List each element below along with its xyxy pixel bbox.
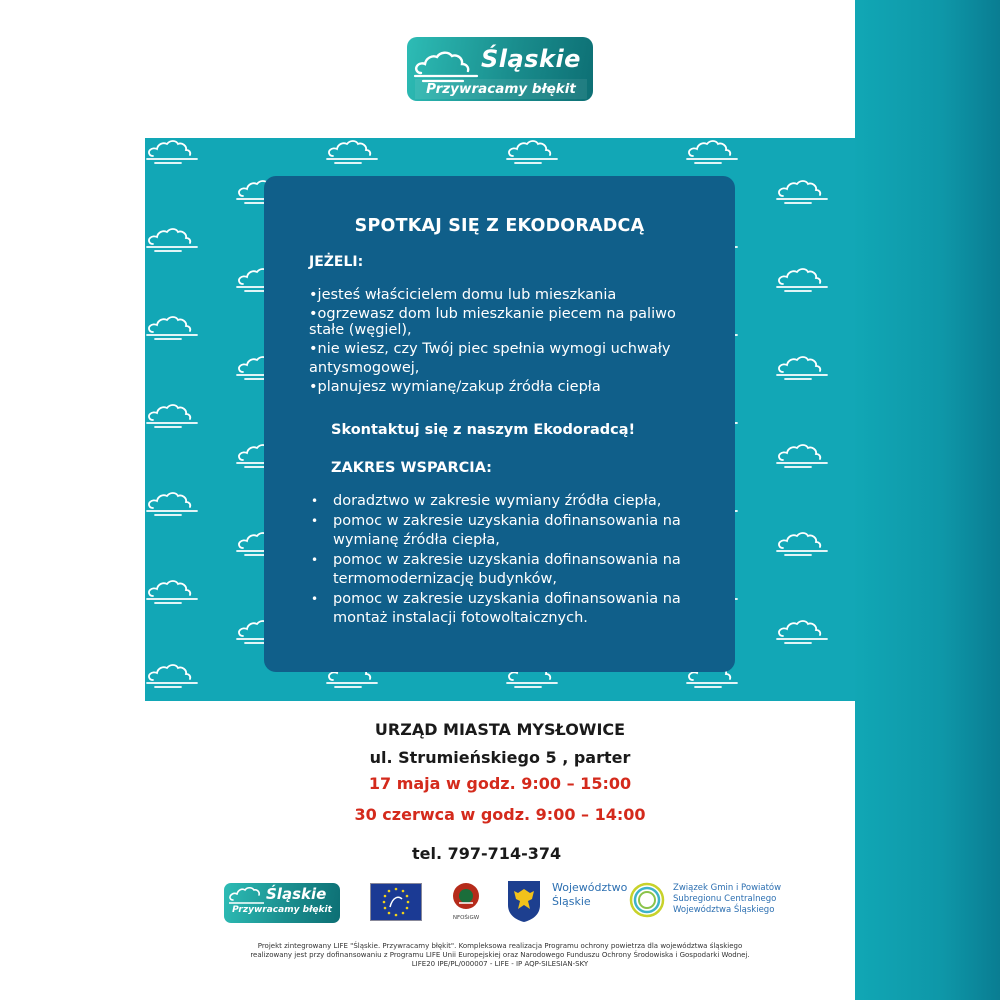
zgp-logo-text bbox=[673, 883, 781, 916]
right-teal-margin bbox=[855, 0, 1000, 1000]
scope-list bbox=[309, 492, 719, 629]
zgp-line-1: Związek Gmin i Powiatów bbox=[673, 883, 782, 893]
scope-label: ZAKRES WSPARCIA: bbox=[331, 460, 492, 476]
phone-number: tel. 797-714-374 bbox=[412, 844, 562, 863]
silesian-crest-icon bbox=[506, 879, 542, 923]
office-address: ul. Strumieńskiego 5 , parter bbox=[369, 748, 631, 767]
zgp-line-2: Subregionu Centralnego bbox=[673, 894, 777, 904]
if-label: JEŻELI: bbox=[309, 254, 364, 270]
eu-life-logo bbox=[370, 883, 422, 921]
scope-item: • pomoc w zakresie uzyskania dofinansowania na termomodernizację budynków, bbox=[309, 551, 719, 590]
condition-item: •planujesz wymianę/zakup źródła ciepła bbox=[309, 379, 601, 395]
condition-item: •jesteś właścicielem domu lub mieszkania bbox=[309, 287, 617, 303]
condition-item: •ogrzewasz dom lub mieszkanie piecem na paliwo bbox=[309, 306, 676, 322]
woj-line-2: Śląskie bbox=[552, 895, 591, 908]
scope-item: • pomoc w zakresie uzyskania dofinansowania na montaż instalacji fotowoltaicznych. bbox=[309, 590, 719, 629]
small-logo-subtitle: Przywracamy błękit bbox=[232, 905, 332, 915]
slaskie-small-logo bbox=[224, 883, 340, 923]
poster bbox=[145, 0, 855, 1000]
legal-line-3: LIFE20 IPE/PL/000007 - LIFE - IP AQP-SILESIAN-SKY bbox=[411, 960, 589, 968]
office-name: URZĄD MIASTA MYSŁOWICE bbox=[374, 720, 626, 739]
nfosigw-label: NFOŚiGW bbox=[452, 915, 480, 921]
legal-line-2: realizowany jest przy dofinansowaniu z Programu LIFE Unii Europejskiej oraz Narodowego Funduszu Ochrony Środowiska i Gospodarki Wodnej. bbox=[250, 951, 750, 959]
legal-line-1: Projekt zintegrowany LIFE "Śląskie. Przywracamy błękit". Kompleksowa realizacja Programu ochrony powietrza dla województwa śląskiego bbox=[257, 942, 743, 950]
contact-call-to-action: Skontaktuj się z naszym Ekodoradcą! bbox=[331, 422, 636, 438]
nfosigw-logo bbox=[449, 881, 483, 925]
slaskie-logo bbox=[407, 37, 593, 101]
wojewodztwo-logo-text bbox=[552, 881, 627, 909]
date-2: 30 czerwca w godz. 9:00 – 14:00 bbox=[354, 805, 646, 824]
woj-line-1: Województwo bbox=[552, 881, 628, 894]
date-1: 17 maja w godz. 9:00 – 15:00 bbox=[368, 774, 632, 793]
conditions-list bbox=[309, 286, 709, 397]
partner-logos bbox=[145, 879, 855, 929]
card-title: SPOTKAJ SIĘ Z EKODORADCĄ bbox=[354, 216, 645, 236]
footer bbox=[145, 701, 855, 1000]
left-margin bbox=[0, 0, 145, 1000]
logo-title: Śląskie bbox=[481, 45, 581, 73]
scope-item: • pomoc w zakresie uzyskania dofinansowania na wymianę źródła ciepła, bbox=[309, 512, 719, 551]
condition-item: stałe (węgiel), bbox=[309, 322, 412, 338]
small-logo-title: Śląskie bbox=[266, 885, 327, 903]
zgp-line-3: Województwa Śląskiego bbox=[673, 905, 775, 915]
condition-item: antysmogowej, bbox=[309, 360, 420, 376]
scope-item: • doradztwo w zakresie wymiany źródła ciepła, bbox=[309, 492, 719, 512]
legal-notice bbox=[215, 942, 785, 969]
logo-subtitle: Przywracamy błękit bbox=[415, 79, 587, 99]
info-card bbox=[264, 176, 735, 672]
header bbox=[145, 0, 855, 138]
zgp-ring-icon bbox=[628, 879, 666, 921]
condition-item: •nie wiesz, czy Twój piec spełnia wymogi uchwały bbox=[309, 341, 671, 357]
